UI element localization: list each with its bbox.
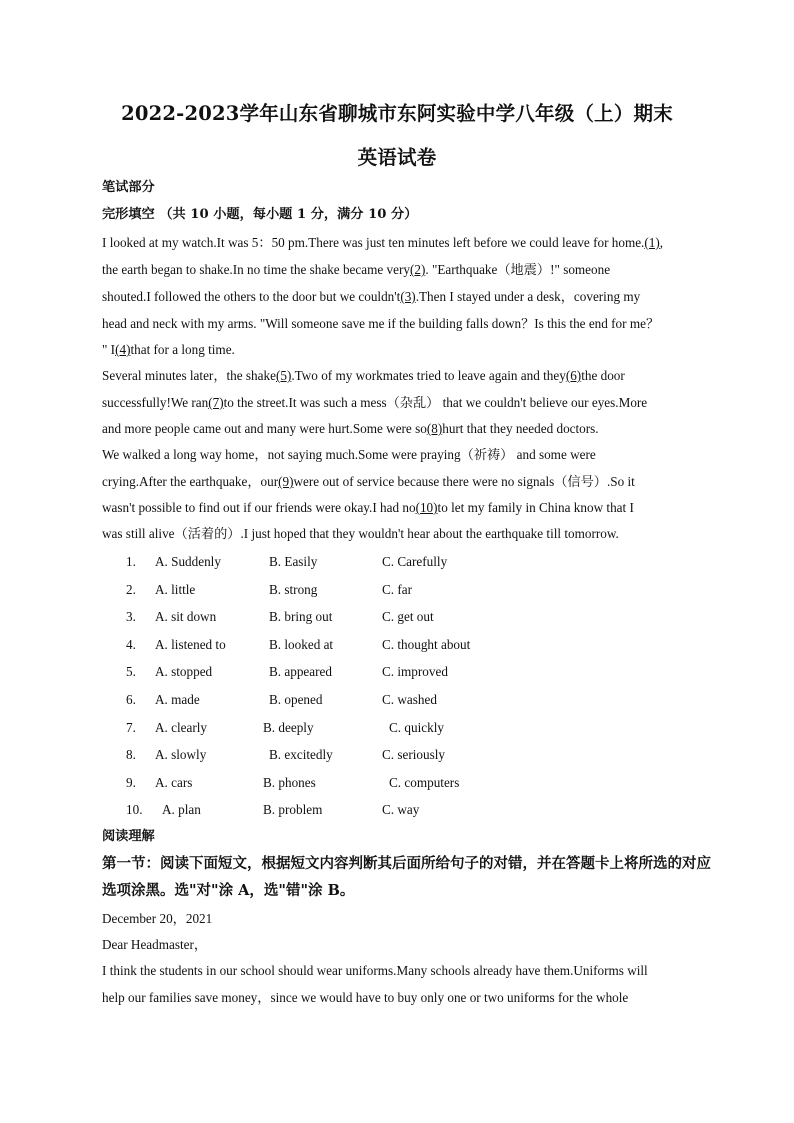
letter-line-2: help our families save money，since we would have to buy only one or two uniforms for the whole: [102, 990, 629, 1005]
option-b: B. Easily: [269, 554, 318, 569]
option-c: C. far: [382, 582, 413, 597]
passage-line-12: was still alive（活着的）.I just hoped that they wouldn't hear about the earthquake till tomorrow.: [102, 526, 619, 541]
option-c: C. seriously: [382, 747, 446, 762]
option-a: A. sit down: [155, 609, 217, 624]
passage-text: ,: [659, 235, 664, 250]
question-number: 6.: [126, 692, 136, 707]
reading-instructions-line2: 选项涂黑。选"对"涂 A，选"错"涂 B。: [102, 882, 355, 899]
option-a: A. slowly: [155, 747, 207, 762]
option-a: A. made: [155, 692, 200, 707]
option-c: C. improved: [382, 664, 448, 679]
passage-line-10: [102, 473, 635, 491]
reading-heading: 阅读理解: [102, 829, 155, 844]
option-b: B. bring out: [269, 609, 333, 624]
blank-2: (2): [409, 262, 426, 277]
option-c: C. way: [382, 802, 420, 817]
passage-line-5: [102, 341, 235, 359]
passage-text: crying.After the earthquake，our: [102, 474, 279, 489]
question-number: 10.: [126, 802, 143, 817]
option-c: C. washed: [382, 692, 437, 707]
option-b: B. appeared: [269, 664, 332, 679]
cloze-heading: 完形填空 （共 10 小题，每小题 1 分，满分 10 分）: [102, 207, 418, 222]
passage-line-6: [102, 367, 625, 385]
passage-line-9: We walked a long way home，not saying much.Some were praying（祈祷） and some were: [102, 447, 596, 462]
blank-9: (9): [278, 474, 294, 489]
option-a: A. stopped: [155, 664, 213, 679]
passage-text: to let my family in China know that I: [437, 500, 634, 515]
passage-line-7: [102, 394, 647, 412]
passage-line-1: [102, 234, 663, 252]
passage-text: that for a long time.: [130, 342, 235, 357]
question-number: 5.: [126, 664, 136, 679]
option-c: C. thought about: [382, 637, 471, 652]
option-a: A. Suddenly: [155, 554, 221, 569]
passage-line-4: head and neck with my arms. "Will someone save me if the building falls down？Is this the end for me？: [102, 316, 660, 331]
question-number: 1.: [126, 554, 136, 569]
passage-line-2: [102, 261, 610, 279]
question-number: 4.: [126, 637, 136, 652]
blank-1: (1): [644, 235, 660, 250]
question-number: 2.: [126, 582, 136, 597]
passage-text: . "Earthquake（地震）!" someone: [425, 262, 611, 277]
letter-greeting: Dear Headmaster，: [102, 937, 208, 952]
passage-line-8: [102, 420, 599, 438]
reading-instructions-line1: 第一节：阅读下面短文，根据短文内容判断其后面所给句子的对错，并在答题卡上将所选的对应: [102, 855, 711, 872]
blank-3: (3): [400, 289, 416, 304]
question-number: 8.: [126, 747, 136, 762]
passage-text: the door: [581, 368, 625, 383]
option-a: A. listened to: [155, 637, 226, 652]
exam-title-line2: 英语试卷: [357, 146, 437, 169]
section-written-heading: 笔试部分: [102, 180, 155, 195]
passage-text: .Then I stayed under a desk，covering my: [415, 289, 641, 304]
exam-title-line1: 2022-2023学年山东省聊城市东阿实验中学八年级（上）期末: [121, 102, 673, 125]
option-b: B. problem: [263, 802, 323, 817]
option-a: A. cars: [155, 775, 193, 790]
blank-4: (4): [115, 342, 131, 357]
passage-text: to the street.It was such a mess（杂乱） that we couldn't believe our eyes.More: [223, 395, 648, 410]
passage-text: I looked at my watch.It was 5：50 pm.There was just ten minutes left before we could leave for home.: [102, 235, 645, 250]
passage-line-3: [102, 288, 640, 306]
option-b: B. strong: [269, 582, 318, 597]
blank-5: (5): [275, 368, 292, 383]
question-number: 9.: [126, 775, 136, 790]
passage-line-11: [102, 499, 634, 517]
option-b: B. deeply: [263, 720, 314, 735]
blank-6: (6): [565, 368, 582, 383]
passage-text: the earth began to shake.In no time the shake became very: [102, 262, 410, 277]
passage-text: and more people came out and many were hurt.Some were so: [102, 421, 427, 436]
blank-7: (7): [208, 395, 224, 410]
passage-text: " I: [102, 342, 116, 357]
letter-date: December 20，2021: [102, 911, 213, 926]
option-b: B. looked at: [269, 637, 334, 652]
question-number: 3.: [126, 609, 136, 624]
passage-text: successfully!We ran: [102, 395, 209, 410]
option-c: C. get out: [382, 609, 434, 624]
option-a: A. little: [155, 582, 196, 597]
passage-text: wasn't possible to find out if our friends were okay.I had no: [102, 500, 416, 515]
option-a: A. clearly: [155, 720, 207, 735]
blank-8: (8): [426, 421, 443, 436]
blank-10: (10): [415, 500, 438, 515]
question-number: 7.: [126, 720, 136, 735]
option-b: B. phones: [263, 775, 316, 790]
option-b: B. excitedly: [269, 747, 333, 762]
passage-text: were out of service because there were no signals（信号）.So it: [293, 474, 635, 489]
passage-text: hurt that they needed doctors.: [442, 421, 599, 436]
letter-line-1: I think the students in our school should wear uniforms.Many schools already have them.Uniforms will: [102, 963, 648, 978]
option-c: C. computers: [389, 775, 460, 790]
option-c: C. Carefully: [382, 554, 448, 569]
option-a: A. plan: [162, 802, 201, 817]
passage-text: Several minutes later，the shake: [102, 368, 276, 383]
passage-text: shouted.I followed the others to the door but we couldn't: [102, 289, 401, 304]
option-c: C. quickly: [389, 720, 444, 735]
option-b: B. opened: [269, 692, 323, 707]
passage-text: .Two of my workmates tried to leave again and they: [291, 368, 566, 383]
